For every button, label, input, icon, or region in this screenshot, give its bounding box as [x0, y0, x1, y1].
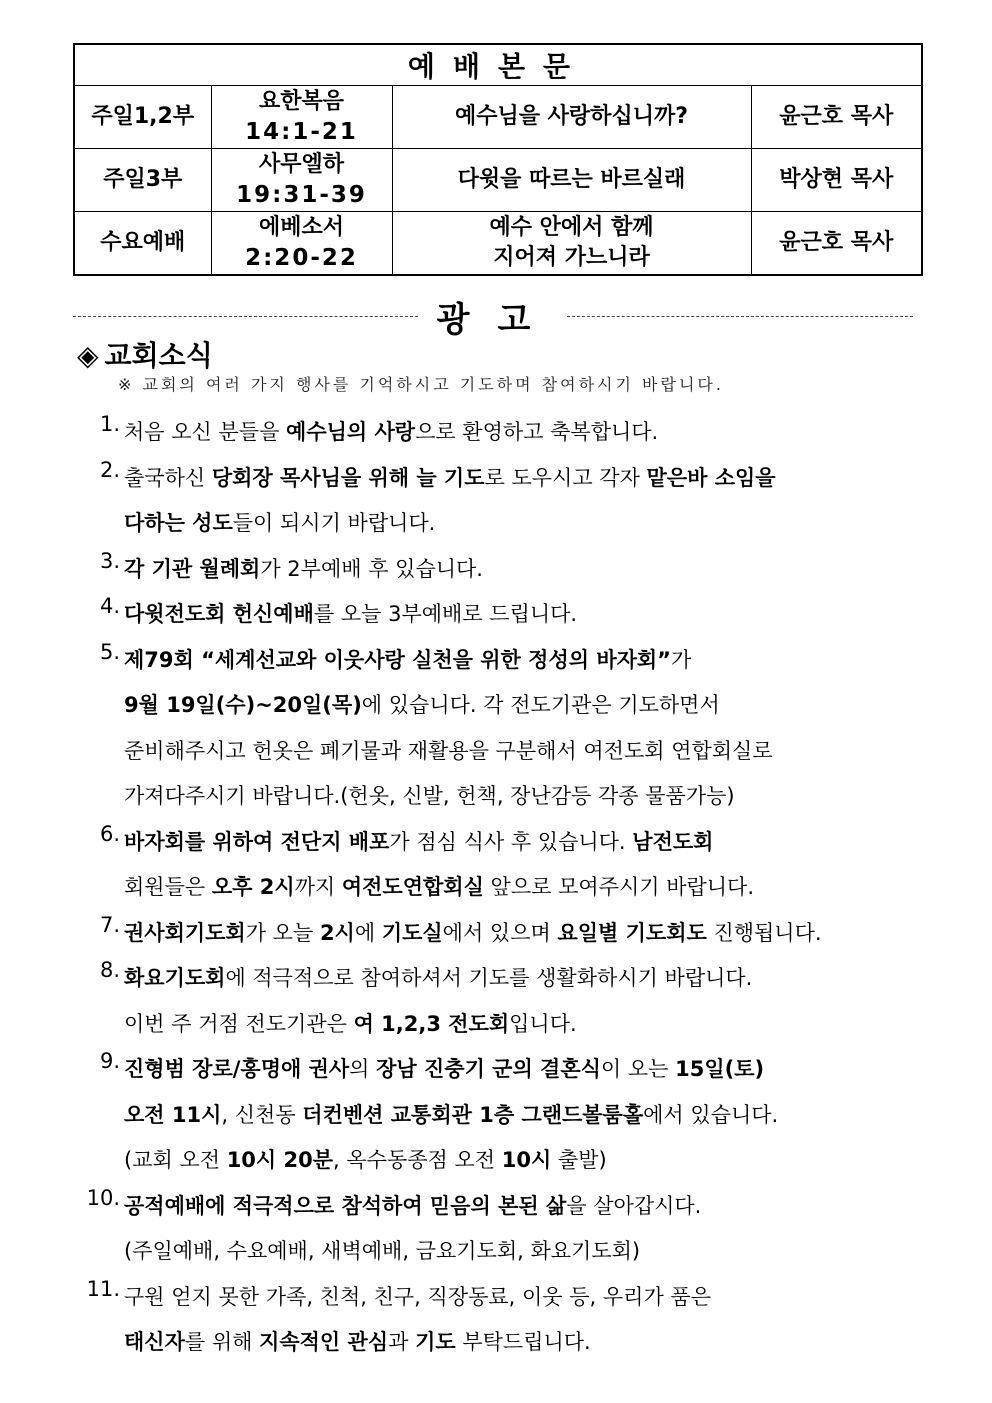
list-item: [72, 822, 952, 913]
emphasis-text: 맡은바 소임을: [646, 465, 776, 490]
ads-heading: [73, 292, 921, 340]
scripture-book: 에베소서: [258, 215, 344, 240]
emphasis-text: 다윗전도회 헌신예배: [124, 602, 314, 626]
scripture-ref: [211, 149, 392, 212]
sermon-title: [392, 149, 751, 212]
emphasis-text: 당회장 목사님을 위해 늘 기도: [211, 465, 485, 490]
list-item: [72, 958, 952, 1049]
item-text: 가: [670, 647, 692, 672]
item-text: 에 있습니다. 각 전도기관은 기도하면서: [361, 693, 720, 717]
item-text: 가 오늘: [245, 920, 320, 945]
sermon-table: [73, 43, 923, 276]
item-text: 진행됩니다.: [706, 920, 822, 945]
item-line: [124, 1140, 952, 1186]
sermon-table-body: [74, 86, 922, 276]
item-text: 이 오는: [600, 1057, 676, 1081]
list-item: [72, 913, 952, 959]
emphasis-text: 바자회를 위하여 전단지 배포: [124, 829, 390, 854]
scripture-ref: [211, 212, 392, 276]
item-text: 을 살아갑시다.: [566, 1193, 702, 1218]
divider-right: [567, 316, 913, 317]
item-line: [124, 867, 952, 913]
item-text: 출발): [551, 1148, 607, 1172]
item-text: , 옥수동종점 오전: [333, 1148, 502, 1172]
emphasis-text: 화요기도회: [124, 966, 226, 990]
pastor-name: 윤근호 목사: [751, 86, 922, 149]
item-text: (주일예배, 수요예배, 새벽예배, 금요기도회, 화요기도회): [124, 1239, 641, 1263]
emphasis-text: 진형범 장로/홍명애 권사: [124, 1057, 350, 1081]
emphasis-text: 제79회 “세계선교와 이웃사랑 실천을 위한 정성의 바자회”: [124, 647, 671, 672]
item-text: 처음 오신 분들을: [124, 420, 287, 444]
emphasis-text: 장남 진충기 군의 결혼식: [376, 1057, 601, 1081]
item-number: 5.: [99, 639, 120, 664]
item-line: [124, 776, 952, 822]
item-line: [124, 958, 952, 1004]
item-text: 가 2부예배 후 있습니다.: [260, 556, 483, 581]
emphasis-text: 공적예배에 적극적으로 참석하여 믿음의 본된 삶: [124, 1193, 567, 1218]
item-number: 3.: [99, 548, 120, 573]
item-line: [124, 1004, 952, 1050]
sermon-title-line: 다윗을 따르는 바르실래: [457, 167, 686, 192]
emphasis-text: 다하는 성도: [124, 511, 233, 535]
list-item: [72, 1049, 952, 1186]
sermon-title-line: 지어져 가느니라: [493, 245, 650, 270]
item-text: 부탁드립니다.: [455, 1330, 591, 1354]
announcement-list: [72, 412, 952, 1368]
list-item: [72, 458, 952, 549]
divider-left: [73, 316, 418, 317]
item-line: [124, 1049, 952, 1095]
item-text: , 신천동: [221, 1102, 303, 1127]
table-row: [74, 149, 922, 212]
service-name: 수요예배: [74, 212, 211, 276]
emphasis-text: 여전도연합회실: [341, 875, 484, 899]
list-item: [72, 1277, 952, 1368]
list-item: [72, 594, 952, 640]
emphasis-text: 남전도회: [632, 829, 714, 854]
list-item: [72, 549, 952, 595]
pastor-name: 박상현 목사: [751, 149, 922, 212]
emphasis-text: 지속적인 관심: [259, 1330, 389, 1354]
emphasis-text: 기도실: [381, 920, 443, 945]
item-line: [124, 640, 952, 686]
item-line: [124, 731, 952, 777]
item-line: [124, 685, 952, 731]
emphasis-text: 9월 19일(수)~20일(목): [124, 693, 362, 717]
item-text: 가져다주시기 바랍니다.(헌옷, 신발, 헌책, 장난감등 각종 물품가능): [124, 784, 735, 808]
scripture-book: 사무엘하: [258, 152, 344, 177]
scripture-verse: 19:31-39: [236, 182, 367, 208]
list-item: [72, 1186, 952, 1277]
item-text: 로 도우시고 각자: [484, 465, 647, 490]
item-line: [124, 1186, 952, 1232]
emphasis-text: 2시: [319, 920, 355, 945]
item-text: 에: [354, 920, 382, 945]
service-name: 주일3부: [74, 149, 211, 212]
item-text: 과: [388, 1330, 416, 1354]
diamond-icon: ◈: [77, 339, 99, 372]
item-number: 9.: [99, 1049, 120, 1073]
item-text: 가 점심 식사 후 있습니다.: [389, 829, 633, 854]
item-number: 4.: [99, 594, 120, 618]
item-line: [124, 1322, 952, 1368]
sermon-title-line: 예수님을 사랑하십니까?: [455, 104, 688, 129]
emphasis-text: 기도: [415, 1330, 456, 1354]
item-text: 이번 주 거점 전도기관은: [124, 1011, 354, 1036]
item-text: (교회 오전: [124, 1148, 227, 1172]
item-line: [124, 594, 952, 640]
item-line: [124, 1277, 952, 1323]
section-title: [77, 334, 213, 374]
item-text: 입니다.: [509, 1011, 577, 1036]
emphasis-text: 더컨벤션 교통회관 1층 그랜드볼룸홀: [302, 1102, 644, 1127]
emphasis-text: 태신자: [124, 1330, 185, 1354]
scripture-verse: 2:20-22: [245, 245, 358, 271]
item-text: 에서 있으며: [442, 920, 558, 945]
emphasis-text: 권사회기도회: [124, 920, 246, 945]
emphasis-text: 여 1,2,3 전도회: [353, 1011, 510, 1036]
item-line: [124, 412, 952, 458]
item-line: [124, 822, 952, 868]
item-text: 구원 얻지 못한 가족, 친척, 친구, 직장동료, 이웃 등, 우리가 품은: [124, 1284, 711, 1309]
item-text: 회원들은: [124, 875, 212, 899]
item-line: [124, 549, 952, 595]
ads-title: 광고: [436, 300, 559, 340]
service-name: 주일1,2부: [74, 86, 211, 149]
item-line: [124, 503, 952, 549]
item-number: 7.: [99, 912, 120, 937]
emphasis-text: 각 기관 월례회: [124, 556, 261, 581]
item-number: 1.: [99, 412, 120, 436]
list-item: [72, 412, 952, 458]
item-text: 들이 되시기 바랍니다.: [232, 511, 436, 535]
emphasis-text: 10시 20분: [226, 1148, 334, 1172]
item-number: 2.: [99, 457, 120, 482]
item-number: 11.: [86, 1276, 120, 1301]
item-text: 앞으로 모여주시기 바랍니다.: [483, 875, 755, 899]
emphasis-text: 15일(토): [675, 1057, 765, 1081]
item-text: 를 오늘 3부예배로 드립니다.: [313, 602, 578, 626]
table-row: [74, 86, 922, 149]
item-text: 의: [349, 1057, 377, 1081]
sermon-title: [392, 212, 751, 276]
emphasis-text: 오전 11시: [124, 1102, 222, 1127]
emphasis-text: 오후 2시: [211, 875, 295, 899]
scripture-verse: 14:1-21: [245, 119, 358, 145]
item-line: [124, 1231, 952, 1277]
scripture-book: 요한복음: [258, 89, 344, 114]
section-title-text: 교회소식: [104, 339, 213, 372]
item-text: 에서 있습니다.: [643, 1102, 779, 1127]
section-note: ※ 교회의 여러 가지 행사를 기억하시고 기도하며 참여하시기 바랍니다.: [118, 375, 724, 394]
item-text: 까지: [294, 875, 342, 899]
sermon-title: [392, 86, 751, 149]
sermon-title-line: 예수 안에서 함께: [489, 215, 654, 240]
item-text: 를 위해: [184, 1330, 260, 1354]
item-line: [124, 458, 952, 504]
list-item: [72, 640, 952, 822]
scripture-ref: [211, 86, 392, 149]
emphasis-text: 10시: [501, 1148, 552, 1172]
item-text: 준비해주시고 헌옷은 폐기물과 재활용을 구분해서 여전도회 연합회실로: [124, 738, 773, 763]
item-line: [124, 1095, 952, 1141]
item-number: 6.: [99, 821, 120, 846]
item-text: 으로 환영하고 축복합니다.: [415, 420, 659, 444]
item-text: 에 적극적으로 참여하셔서 기도를 생활화하시기 바랍니다.: [225, 966, 753, 990]
item-line: [124, 913, 952, 959]
item-text: 출국하신: [124, 465, 212, 490]
item-number: 8.: [99, 958, 120, 982]
item-number: 10.: [86, 1185, 120, 1210]
sermon-table-title: 예배본문: [74, 44, 922, 86]
table-row: [74, 212, 922, 276]
emphasis-text: 예수님의 사랑: [286, 420, 416, 444]
pastor-name: 윤근호 목사: [751, 212, 922, 276]
emphasis-text: 요일별 기도회도: [557, 920, 707, 945]
